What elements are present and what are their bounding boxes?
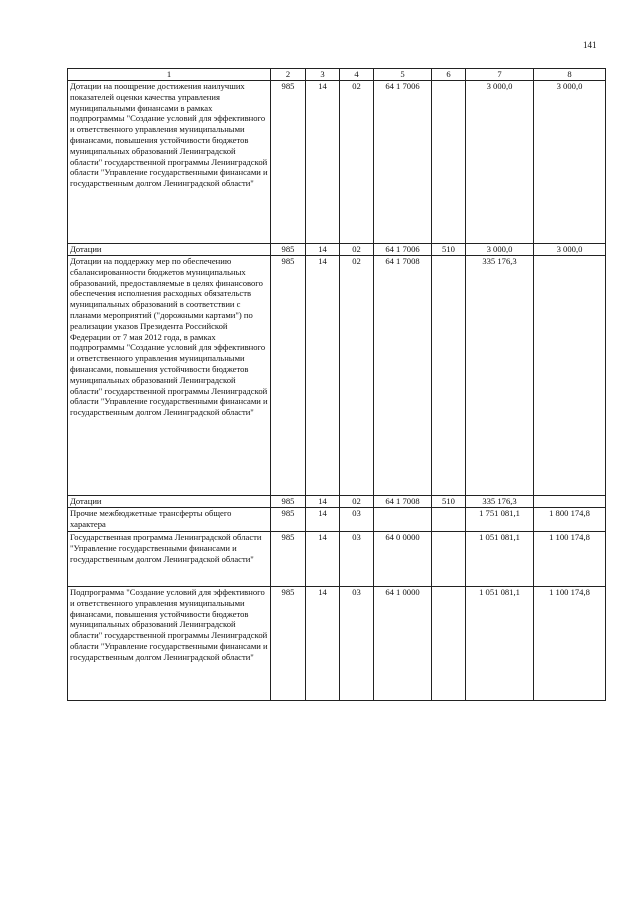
cell-amount-1: 1 051 081,1 bbox=[466, 532, 534, 587]
cell-ministry: 985 bbox=[271, 532, 306, 587]
cell-section: 14 bbox=[306, 587, 340, 701]
cell-ministry: 985 bbox=[271, 508, 306, 532]
cell-target: 64 1 0000 bbox=[374, 587, 432, 701]
cell-target: 64 1 7006 bbox=[374, 244, 432, 256]
header-cell: 4 bbox=[340, 69, 374, 81]
cell-subsection: 02 bbox=[340, 81, 374, 244]
cell-subsection: 03 bbox=[340, 508, 374, 532]
cell-ministry: 985 bbox=[271, 244, 306, 256]
cell-ministry: 985 bbox=[271, 496, 306, 508]
cell-expense-type: 510 bbox=[432, 496, 466, 508]
header-cell: 2 bbox=[271, 69, 306, 81]
page-number: 141 bbox=[583, 40, 597, 50]
row-name: Дотации на поддержку мер по обеспечению сбалансированности бюджетов муниципальных образований, предоставляемые в целях финансового обеспечения исполнения расходных обязательств муниципальных образований в соответствии с планами мероприятий ("дорожными картами") по реализации указов Президента Российской Федерации от 7 мая 2012 года, в рамках подпрограммы "Создание условий для эффективного и ответственного управления муниципальными финансами, повышения устойчивости бюджетов муниципальных образований Ленинградской области" государственной программы Ленинградской области "Управление государственными финансами и государственным долгом Ленинградской области" bbox=[68, 256, 271, 496]
cell-expense-type bbox=[432, 587, 466, 701]
cell-target bbox=[374, 508, 432, 532]
table-row bbox=[68, 532, 606, 587]
cell-amount-1: 1 751 081,1 bbox=[466, 508, 534, 532]
cell-subsection: 02 bbox=[340, 244, 374, 256]
row-name: Государственная программа Ленинградской области "Управление государственными финансами и государственным долгом Ленинградской области" bbox=[68, 532, 271, 587]
cell-amount-2 bbox=[534, 256, 606, 496]
budget-table bbox=[67, 68, 606, 701]
table-row bbox=[68, 256, 606, 496]
cell-section: 14 bbox=[306, 532, 340, 587]
cell-amount-2: 1 100 174,8 bbox=[534, 532, 606, 587]
cell-amount-2 bbox=[534, 496, 606, 508]
cell-section: 14 bbox=[306, 244, 340, 256]
header-cell: 3 bbox=[306, 69, 340, 81]
cell-section: 14 bbox=[306, 508, 340, 532]
table-header bbox=[68, 69, 606, 81]
table-body bbox=[68, 81, 606, 701]
cell-amount-1: 3 000,0 bbox=[466, 244, 534, 256]
cell-expense-type bbox=[432, 256, 466, 496]
cell-subsection: 02 bbox=[340, 256, 374, 496]
cell-expense-type bbox=[432, 532, 466, 587]
header-cell: 7 bbox=[466, 69, 534, 81]
row-name: Подпрограмма "Создание условий для эффективного и ответственного управления муниципальными финансами, повышения устойчивости бюджетов муниципальных образований Ленинградской области" государственной программы Ленинградской области "Управление государственными финансами и государственным долгом Ленинградской области" bbox=[68, 587, 271, 701]
table-row bbox=[68, 81, 606, 244]
cell-amount-1: 335 176,3 bbox=[466, 496, 534, 508]
cell-section: 14 bbox=[306, 81, 340, 244]
cell-section: 14 bbox=[306, 496, 340, 508]
header-cell: 8 bbox=[534, 69, 606, 81]
cell-target: 64 1 7008 bbox=[374, 496, 432, 508]
cell-amount-2: 3 000,0 bbox=[534, 244, 606, 256]
table-row bbox=[68, 496, 606, 508]
header-row bbox=[68, 69, 606, 81]
header-cell: 6 bbox=[432, 69, 466, 81]
cell-amount-2: 1 100 174,8 bbox=[534, 587, 606, 701]
cell-amount-1: 3 000,0 bbox=[466, 81, 534, 244]
cell-ministry: 985 bbox=[271, 81, 306, 244]
cell-target: 64 1 7008 bbox=[374, 256, 432, 496]
cell-expense-type: 510 bbox=[432, 244, 466, 256]
cell-subsection: 03 bbox=[340, 587, 374, 701]
cell-expense-type bbox=[432, 81, 466, 244]
cell-subsection: 02 bbox=[340, 496, 374, 508]
table-row bbox=[68, 244, 606, 256]
row-name: Дотации bbox=[68, 244, 271, 256]
row-name: Дотации на поощрение достижения наилучших показателей оценки качества управления муниципальными финансами в рамках подпрограммы "Создание условий для эффективного и ответственного управления муниципальными финансами, повышения устойчивости бюджетов муниципальных образований Ленинградской области" государственной программы Ленинградской области "Управление государственными финансами и государственным долгом Ленинградской области" bbox=[68, 81, 271, 244]
cell-target: 64 0 0000 bbox=[374, 532, 432, 587]
cell-amount-1: 1 051 081,1 bbox=[466, 587, 534, 701]
cell-expense-type bbox=[432, 508, 466, 532]
cell-amount-2: 1 800 174,8 bbox=[534, 508, 606, 532]
table-row bbox=[68, 587, 606, 701]
cell-amount-1: 335 176,3 bbox=[466, 256, 534, 496]
cell-ministry: 985 bbox=[271, 256, 306, 496]
row-name: Прочие межбюджетные трансферты общего характера bbox=[68, 508, 271, 532]
cell-subsection: 03 bbox=[340, 532, 374, 587]
cell-amount-2: 3 000,0 bbox=[534, 81, 606, 244]
header-cell: 1 bbox=[68, 69, 271, 81]
header-cell: 5 bbox=[374, 69, 432, 81]
cell-ministry: 985 bbox=[271, 587, 306, 701]
row-name: Дотации bbox=[68, 496, 271, 508]
cell-section: 14 bbox=[306, 256, 340, 496]
cell-target: 64 1 7006 bbox=[374, 81, 432, 244]
table-row bbox=[68, 508, 606, 532]
